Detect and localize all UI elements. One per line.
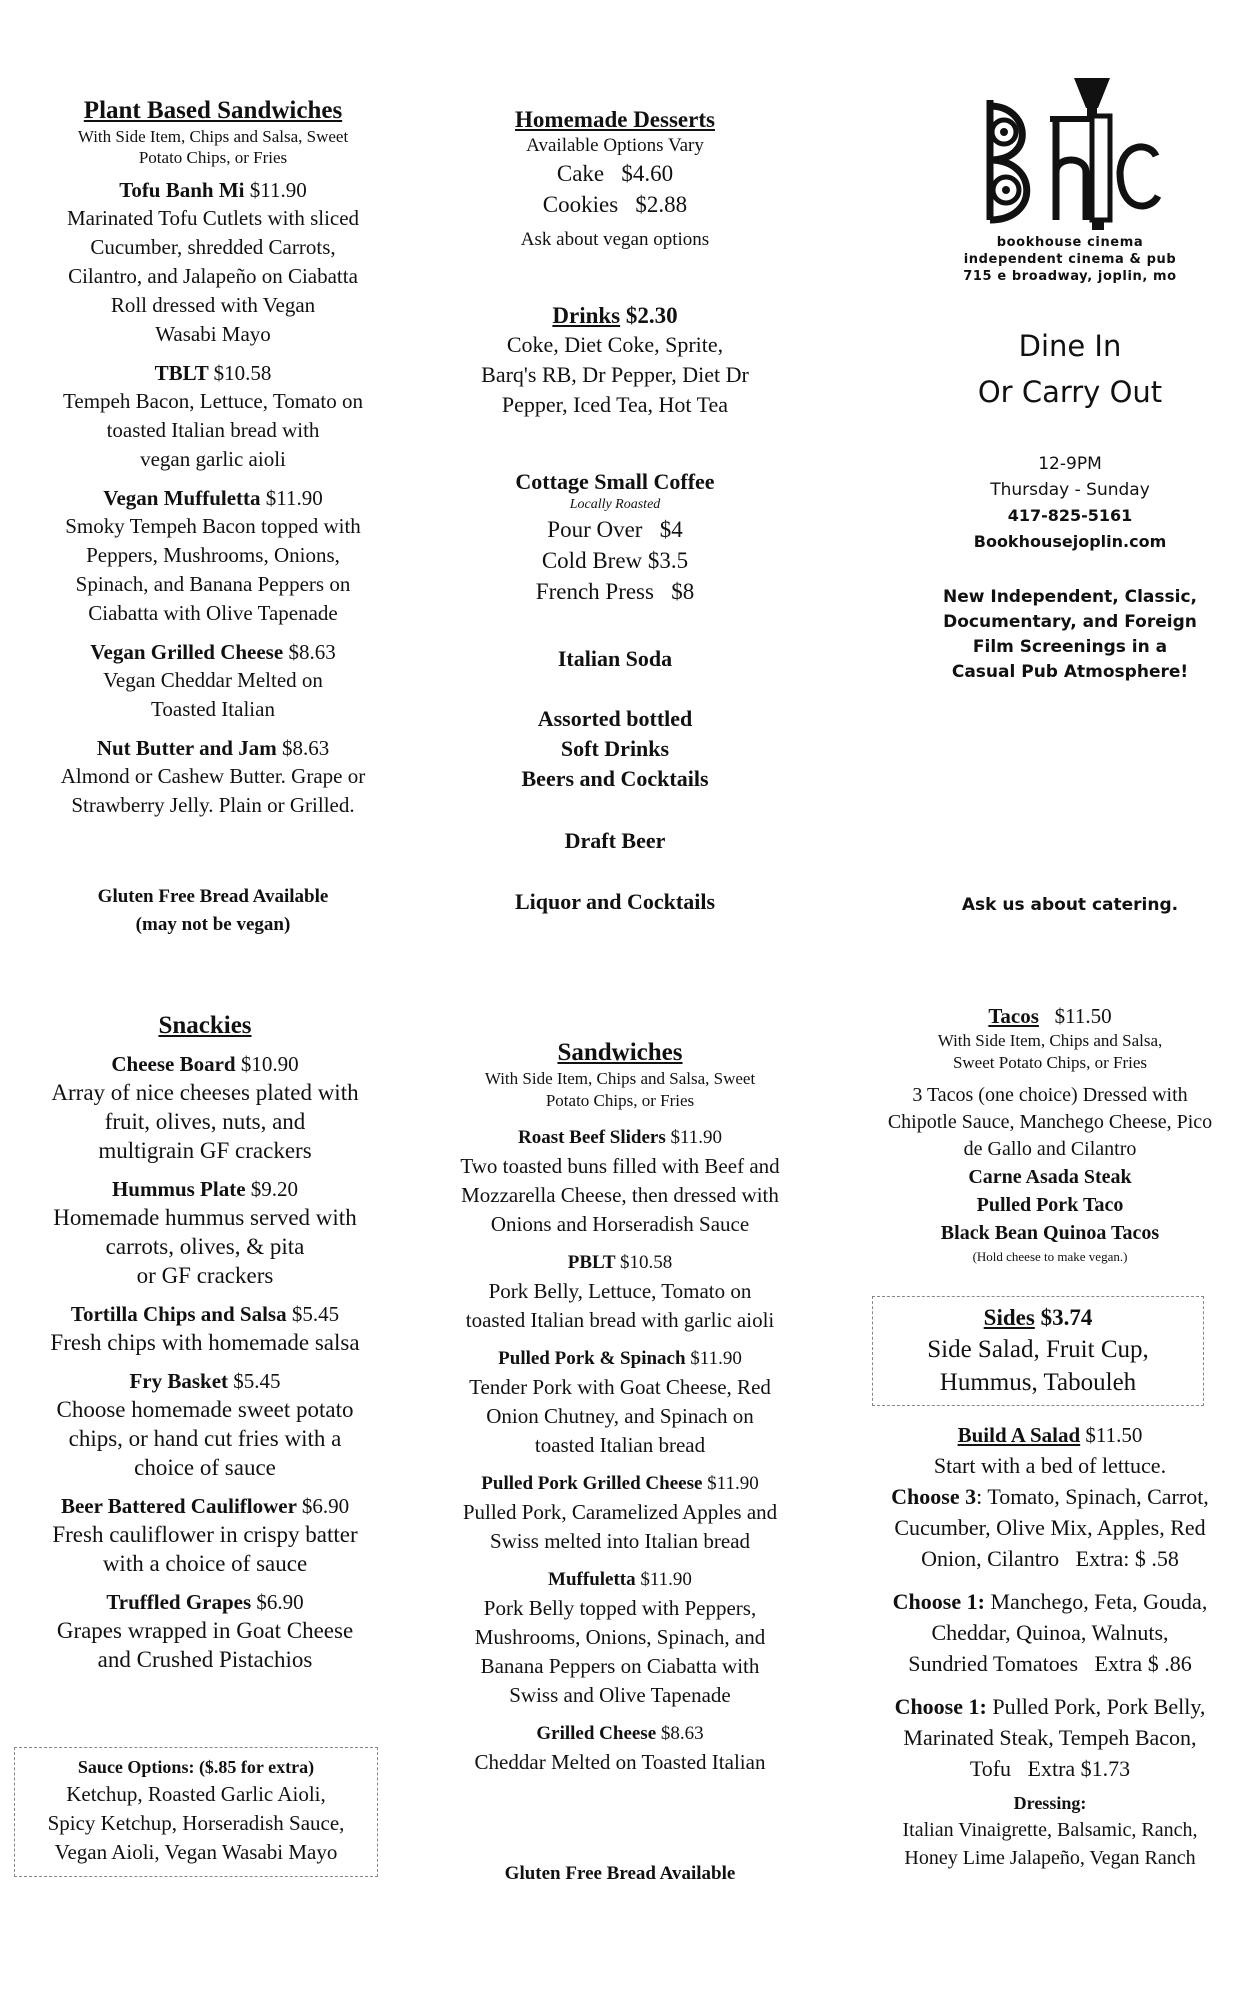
carry-out: Or Carry Out: [977, 375, 1163, 409]
dessert-cake: Cake $4.60: [556, 161, 674, 186]
item-desc-line: Wasabi Mayo: [155, 322, 271, 346]
tacos-section: [860, 1002, 1240, 1267]
item-price: $10.58: [213, 361, 272, 385]
item-desc-line: Array of nice cheeses plated with: [51, 1080, 359, 1105]
sauce-line: Vegan Aioli, Vegan Wasabi Mayo: [54, 1840, 338, 1864]
sandwiches-gluten-free: Gluten Free Bread Available: [504, 1863, 736, 1884]
promo-line: Film Screenings in a: [972, 637, 1168, 657]
dine-in: Dine In: [1018, 329, 1122, 363]
item-desc-line: with a choice of sauce: [102, 1551, 308, 1576]
drinks-line: Pepper, Iced Tea, Hot Tea: [501, 392, 729, 417]
item-price: $11.90: [690, 1348, 742, 1369]
item-name: Pulled Pork Grilled Cheese: [481, 1473, 703, 1494]
hours: 12-9PM: [1038, 454, 1102, 474]
item-price: $5.45: [233, 1369, 281, 1393]
menu-item: [20, 1367, 390, 1482]
item-price: $6.90: [301, 1494, 350, 1518]
sides-box: [872, 1296, 1204, 1406]
sandwiches-title: Sandwiches: [557, 1039, 683, 1066]
coffee-item: Pour Over $4: [547, 517, 683, 542]
item-price: $8.63: [660, 1723, 704, 1744]
item-desc-line: fruit, olives, nuts, and: [104, 1109, 306, 1134]
plant-based-section: [28, 96, 398, 830]
liquor-cocktails: Liquor and Cocktails: [514, 889, 716, 914]
menu-item: [20, 1588, 390, 1674]
item-name: Tortilla Chips and Salsa: [70, 1302, 287, 1326]
menu-item: [430, 1566, 810, 1710]
item-name: Roast Beef Sliders: [517, 1127, 666, 1148]
item-desc-line: Swiss melted into Italian bread: [489, 1529, 751, 1553]
gluten-free-line-2: (may not be vegan): [135, 914, 291, 935]
item-desc-line: toasted Italian bread with: [106, 418, 320, 442]
item-desc-line: Mushrooms, Onions, Spinach, and: [474, 1625, 766, 1649]
item-name: TBLT: [154, 361, 209, 385]
gluten-free-line-1: Gluten Free Bread Available: [97, 886, 329, 907]
item-desc-line: Cilantro, and Jalapeño on Ciabatta: [68, 264, 358, 288]
dressing-line: Honey Lime Jalapeño, Vegan Ranch: [904, 1847, 1196, 1869]
tacos-title: Tacos: [988, 1004, 1039, 1028]
item-desc-line: Pulled Pork, Caramelized Apples and: [462, 1500, 778, 1524]
menu-item: [28, 359, 398, 474]
item-desc-line: Tempeh Bacon, Lettuce, Tomato on: [63, 389, 363, 413]
item-price: $8.63: [281, 736, 330, 760]
item-desc-line: Mozzarella Cheese, then dressed with: [461, 1183, 779, 1207]
promo-line: Casual Pub Atmosphere!: [951, 662, 1189, 682]
coffee-section: [440, 468, 790, 607]
tacos-desc-line: Chipotle Sauce, Manchego Cheese, Pico: [887, 1111, 1213, 1133]
item-desc-line: Two toasted buns filled with Beef and: [460, 1154, 780, 1178]
tacos-note: (Hold cheese to make vegan.): [972, 1249, 1128, 1264]
item-desc-line: Smoky Tempeh Bacon topped with: [65, 514, 361, 538]
item-desc-line: Peppers, Mushrooms, Onions,: [86, 543, 340, 567]
drinks-line: Barq's RB, Dr Pepper, Diet Dr: [481, 362, 749, 387]
item-name: Cheese Board: [111, 1052, 236, 1076]
dressing-line: Italian Vinaigrette, Balsamic, Ranch,: [902, 1819, 1198, 1841]
phone: 417-825-5161: [1007, 506, 1133, 525]
item-price: $11.90: [265, 486, 323, 510]
item-price: $11.90: [249, 178, 307, 202]
promo-line: Documentary, and Foreign: [943, 612, 1197, 632]
drinks-section: [440, 302, 790, 420]
item-desc-line: vegan garlic aioli: [140, 447, 286, 471]
item-price: $10.90: [240, 1052, 299, 1076]
menu-item: [20, 1175, 390, 1290]
brand-tag-2: independent cinema & pub: [963, 252, 1177, 267]
item-desc-line: Swiss and Olive Tapenade: [509, 1683, 731, 1707]
item-desc-line: Grapes wrapped in Goat Cheese: [56, 1618, 354, 1643]
sauce-options-box: [14, 1747, 378, 1877]
item-price: $11.90: [640, 1569, 692, 1590]
sides-line: Hummus, Tabouleh: [939, 1369, 1137, 1396]
menu-item: [28, 176, 398, 349]
bhc-logo: [970, 72, 1170, 232]
taco-option: Carne Asada Steak: [968, 1166, 1132, 1188]
item-name: Hummus Plate: [111, 1177, 246, 1201]
item-price: $6.90: [256, 1590, 304, 1614]
item-price: $5.45: [291, 1302, 340, 1326]
item-desc-line: Homemade hummus served with: [53, 1205, 357, 1230]
menu-item: [430, 1470, 810, 1556]
item-price: $11.90: [670, 1127, 723, 1148]
choose-1-protein-label: Choose 1:: [894, 1694, 987, 1719]
item-desc-line: Cucumber, shredded Carrots,: [90, 235, 336, 259]
plant-based-sub-2: Potato Chips, or Fries: [138, 148, 288, 167]
dessert-cookies: Cookies $2.88: [542, 192, 688, 217]
taco-option: Black Bean Quinoa Tacos: [940, 1222, 1160, 1244]
item-desc-line: Fresh cauliflower in crispy batter: [52, 1522, 358, 1547]
plant-based-title: Plant Based Sandwiches: [83, 97, 343, 124]
tacos-desc-line: de Gallo and Cilantro: [963, 1138, 1137, 1160]
drinks-line: Coke, Diet Coke, Sprite,: [506, 332, 724, 357]
sides-title: Sides: [983, 1305, 1035, 1330]
drinks-title: Drinks: [552, 303, 621, 328]
item-price: $8.63: [288, 640, 336, 664]
salad-intro: Start with a bed of lettuce.: [933, 1453, 1167, 1478]
desserts-section: [440, 106, 790, 251]
brand-section: [900, 72, 1240, 685]
snackies-title: Snackies: [158, 1012, 252, 1039]
choose-1-protein-text: Pulled Pork, Pork Belly,: [986, 1694, 1206, 1719]
gluten-free-note: [28, 883, 398, 939]
menu-item: [430, 1124, 810, 1239]
item-desc-line: Toasted Italian: [151, 697, 275, 721]
item-name: Beer Battered Cauliflower: [60, 1494, 297, 1518]
item-price: $9.20: [250, 1177, 299, 1201]
coffee-sub: Locally Roasted: [569, 497, 661, 512]
item-desc-line: Almond or Cashew Butter. Grape or: [60, 764, 366, 788]
sides-line: Side Salad, Fruit Cup,: [927, 1336, 1149, 1363]
brand-tag-1: bookhouse cinema: [996, 235, 1144, 250]
item-name: Vegan Grilled Cheese: [90, 640, 284, 664]
choose-1-cheese-label: Choose 1:: [892, 1589, 985, 1614]
item-desc-line: multigrain GF crackers: [98, 1138, 312, 1163]
coffee-item: French Press $8: [535, 579, 695, 604]
choose-1-protein-line: Tofu Extra $1.73: [969, 1756, 1131, 1781]
desserts-sub: Available Options Vary: [526, 135, 704, 156]
brand-tag-3: 715 e broadway, joplin, mo: [963, 269, 1177, 284]
item-desc-line: Pork Belly topped with Peppers,: [483, 1596, 757, 1620]
item-desc-line: carrots, olives, & pita: [105, 1234, 305, 1259]
menu-item: [28, 638, 398, 724]
item-name: Vegan Muffuletta: [103, 486, 261, 510]
tacos-price: $11.50: [1054, 1004, 1112, 1028]
sandwiches-sub-1: With Side Item, Chips and Salsa, Sweet: [484, 1069, 756, 1088]
menu-item: [430, 1720, 810, 1777]
coffee-item: Cold Brew $3.5: [541, 548, 689, 573]
item-desc-line: Strawberry Jelly. Plain or Grilled.: [71, 793, 355, 817]
salad-price: $11.50: [1085, 1423, 1143, 1447]
sides-price: $3.74: [1040, 1305, 1093, 1330]
item-desc-line: Marinated Tofu Cutlets with sliced: [66, 206, 360, 230]
item-desc-line: Roll dressed with Vegan: [110, 293, 316, 317]
item-price: $10.58: [620, 1252, 673, 1273]
choose-3-text: : Tomato, Spinach, Carrot,: [976, 1484, 1209, 1509]
item-name: Fry Basket: [129, 1369, 229, 1393]
italian-soda: Italian Soda: [557, 646, 673, 671]
item-name: Nut Butter and Jam: [96, 736, 277, 760]
item-desc-line: Choose homemade sweet potato: [56, 1397, 354, 1422]
days: Thursday - Sunday: [990, 480, 1150, 500]
item-desc-line: Pork Belly, Lettuce, Tomato on: [488, 1279, 752, 1303]
menu-item: [28, 484, 398, 628]
item-desc-line: or GF crackers: [136, 1263, 274, 1288]
dressing-label: Dressing:: [1013, 1793, 1087, 1813]
choose-1-cheese-line: Sundried Tomatoes Extra $ .86: [908, 1651, 1192, 1676]
choose-3-label: Choose 3: [891, 1484, 977, 1509]
item-price: $11.90: [707, 1473, 759, 1494]
item-desc-line: Ciabatta with Olive Tapenade: [88, 601, 338, 625]
item-name: Grilled Cheese: [536, 1723, 657, 1744]
catering-note: Ask us about catering.: [961, 895, 1179, 915]
item-name: PBLT: [567, 1252, 616, 1273]
coffee-title: Cottage Small Coffee: [515, 469, 715, 494]
item-desc-line: choice of sauce: [134, 1455, 276, 1480]
choose-3-line: Cucumber, Olive Mix, Apples, Red: [894, 1515, 1206, 1540]
sauce-line: Ketchup, Roasted Garlic Aioli,: [66, 1782, 326, 1806]
assorted-line-1: Assorted bottled: [537, 706, 693, 731]
item-desc-line: Spinach, and Banana Peppers on: [75, 572, 351, 596]
sauce-line: Spicy Ketchup, Horseradish Sauce,: [47, 1811, 345, 1835]
tacos-sub-1: With Side Item, Chips and Salsa,: [937, 1031, 1163, 1050]
item-desc-line: Onion Chutney, and Spinach on: [486, 1404, 754, 1428]
draft-beer: Draft Beer: [564, 828, 666, 853]
item-name: Muffuletta: [548, 1569, 636, 1590]
assorted-line-3: Beers and Cocktails: [521, 766, 709, 791]
menu-item: [20, 1050, 390, 1165]
item-name: Truffled Grapes: [106, 1590, 252, 1614]
item-name: Tofu Banh Mi: [119, 178, 245, 202]
choose-1-protein-line: Marinated Steak, Tempeh Bacon,: [903, 1725, 1197, 1750]
menu-item: [430, 1249, 810, 1335]
item-desc-line: Banana Peppers on Ciabatta with: [480, 1654, 760, 1678]
item-desc-line: chips, or hand cut fries with a: [68, 1426, 342, 1451]
item-desc-line: toasted Italian bread with garlic aioli: [465, 1308, 775, 1332]
item-desc-line: and Crushed Pistachios: [97, 1647, 313, 1672]
drinks-price: $2.30: [625, 303, 678, 328]
choose-1-cheese-text: Manchego, Feta, Gouda,: [984, 1589, 1208, 1614]
build-salad-section: [860, 1420, 1240, 1872]
sandwiches-section: [430, 1038, 810, 1787]
item-desc-line: Tender Pork with Goat Cheese, Red: [469, 1375, 771, 1399]
desserts-note: Ask about vegan options: [520, 229, 710, 250]
item-desc-line: Cheddar Melted on Toasted Italian: [474, 1750, 766, 1774]
snackies-section: [20, 1010, 390, 1684]
menu-item: [20, 1300, 390, 1357]
item-name: Pulled Pork & Spinach: [498, 1348, 686, 1369]
choose-1-cheese-line: Cheddar, Quinoa, Walnuts,: [931, 1620, 1169, 1645]
item-desc-line: Onions and Horseradish Sauce: [490, 1212, 750, 1236]
tacos-desc-line: 3 Tacos (one choice) Dressed with: [912, 1084, 1188, 1106]
choose-3-line: Onion, Cilantro Extra: $ .58: [921, 1546, 1179, 1571]
tacos-sub-2: Sweet Potato Chips, or Fries: [952, 1053, 1148, 1072]
menu-item: [20, 1492, 390, 1578]
bar-section: [440, 644, 790, 917]
salad-title: Build A Salad: [957, 1423, 1081, 1447]
menu-item: [430, 1345, 810, 1460]
promo-line: New Independent, Classic,: [943, 587, 1197, 607]
sandwiches-sub-2: Potato Chips, or Fries: [545, 1091, 695, 1110]
assorted-line-2: Soft Drinks: [560, 736, 670, 761]
desserts-title: Homemade Desserts: [515, 107, 715, 132]
plant-based-sub-1: With Side Item, Chips and Salsa, Sweet: [77, 127, 349, 146]
sauce-title: Sauce Options: ($.85 for extra): [77, 1757, 315, 1777]
item-desc-line: toasted Italian bread: [534, 1433, 706, 1457]
item-desc-line: Fresh chips with homemade salsa: [50, 1330, 360, 1355]
taco-option: Pulled Pork Taco: [976, 1194, 1124, 1216]
menu-item: [28, 734, 398, 820]
website: Bookhousejoplin.com: [973, 532, 1167, 551]
item-desc-line: Vegan Cheddar Melted on: [103, 668, 323, 692]
